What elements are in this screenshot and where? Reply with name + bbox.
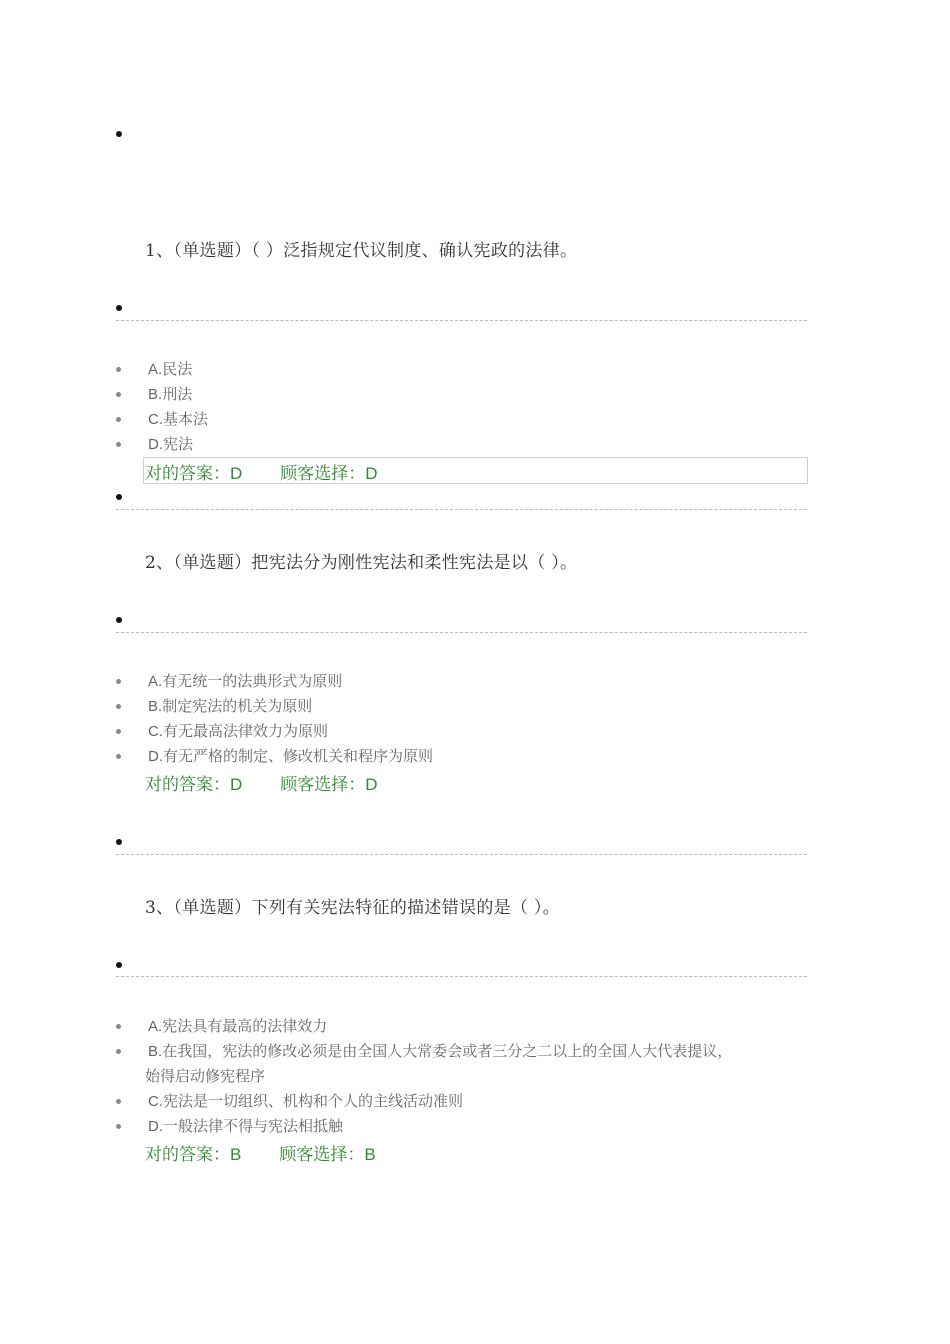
list-bullet [116, 494, 122, 500]
option-a[interactable]: A.有无统一的法典形式为原则 [148, 672, 343, 690]
list-bullet [116, 962, 122, 968]
option-bullet [116, 1099, 121, 1104]
option-d[interactable]: D.宪法 [148, 435, 194, 453]
question-2-stem: 2、（单选题）把宪法分为刚性宪法和柔性宪法是以（ ）。 [145, 553, 578, 573]
question-1-stem: 1、（单选题）（ ）泛指规定代议制度、确认宪政的法律。 [145, 241, 578, 261]
question-1-answer: 对的答案：D 顾客选择：D [145, 464, 378, 484]
option-b[interactable]: B.刑法 [148, 385, 193, 403]
dashed-divider [116, 854, 807, 855]
option-bullet [116, 1049, 121, 1054]
option-d[interactable]: D.一般法律不得与宪法相抵触 [148, 1117, 344, 1135]
question-3-stem: 3、（单选题）下列有关宪法特征的描述错误的是（ ）。 [145, 898, 561, 918]
option-b-continuation: 始得启动修宪程序 [145, 1067, 266, 1085]
question-2-answer: 对的答案：D 顾客选择：D [145, 775, 378, 795]
option-bullet [116, 729, 121, 734]
option-bullet [116, 704, 121, 709]
option-c[interactable]: C.宪法是一切组织、机构和个人的主线活动准则 [148, 1092, 464, 1110]
option-bullet [116, 417, 121, 422]
option-c[interactable]: C.基本法 [148, 410, 209, 428]
option-bullet [116, 1124, 121, 1129]
option-bullet [116, 1024, 121, 1029]
option-bullet [116, 367, 121, 372]
option-bullet [116, 392, 121, 397]
option-bullet [116, 442, 121, 447]
option-a[interactable]: A.宪法具有最高的法律效力 [148, 1017, 328, 1035]
dashed-divider [116, 320, 807, 321]
option-b[interactable]: B.在我国，宪法的修改必须是由全国人大常委会或者三分之二以上的全国人大代表提议， [148, 1042, 733, 1060]
option-a[interactable]: A.民法 [148, 360, 193, 378]
list-bullet [116, 305, 122, 311]
dashed-divider [116, 976, 807, 977]
option-c[interactable]: C.有无最高法律效力为原则 [148, 722, 329, 740]
list-bullet [116, 617, 122, 623]
question-3-answer: 对的答案：B 顾客选择：B [145, 1145, 376, 1165]
option-b[interactable]: B.制定宪法的机关为原则 [148, 697, 313, 715]
list-bullet [116, 131, 122, 137]
dashed-divider [116, 632, 807, 633]
option-d[interactable]: D.有无严格的制定、修改机关和程序为原则 [148, 747, 434, 765]
list-bullet [116, 839, 122, 845]
option-bullet [116, 754, 121, 759]
dashed-divider [116, 509, 807, 510]
option-bullet [116, 679, 121, 684]
